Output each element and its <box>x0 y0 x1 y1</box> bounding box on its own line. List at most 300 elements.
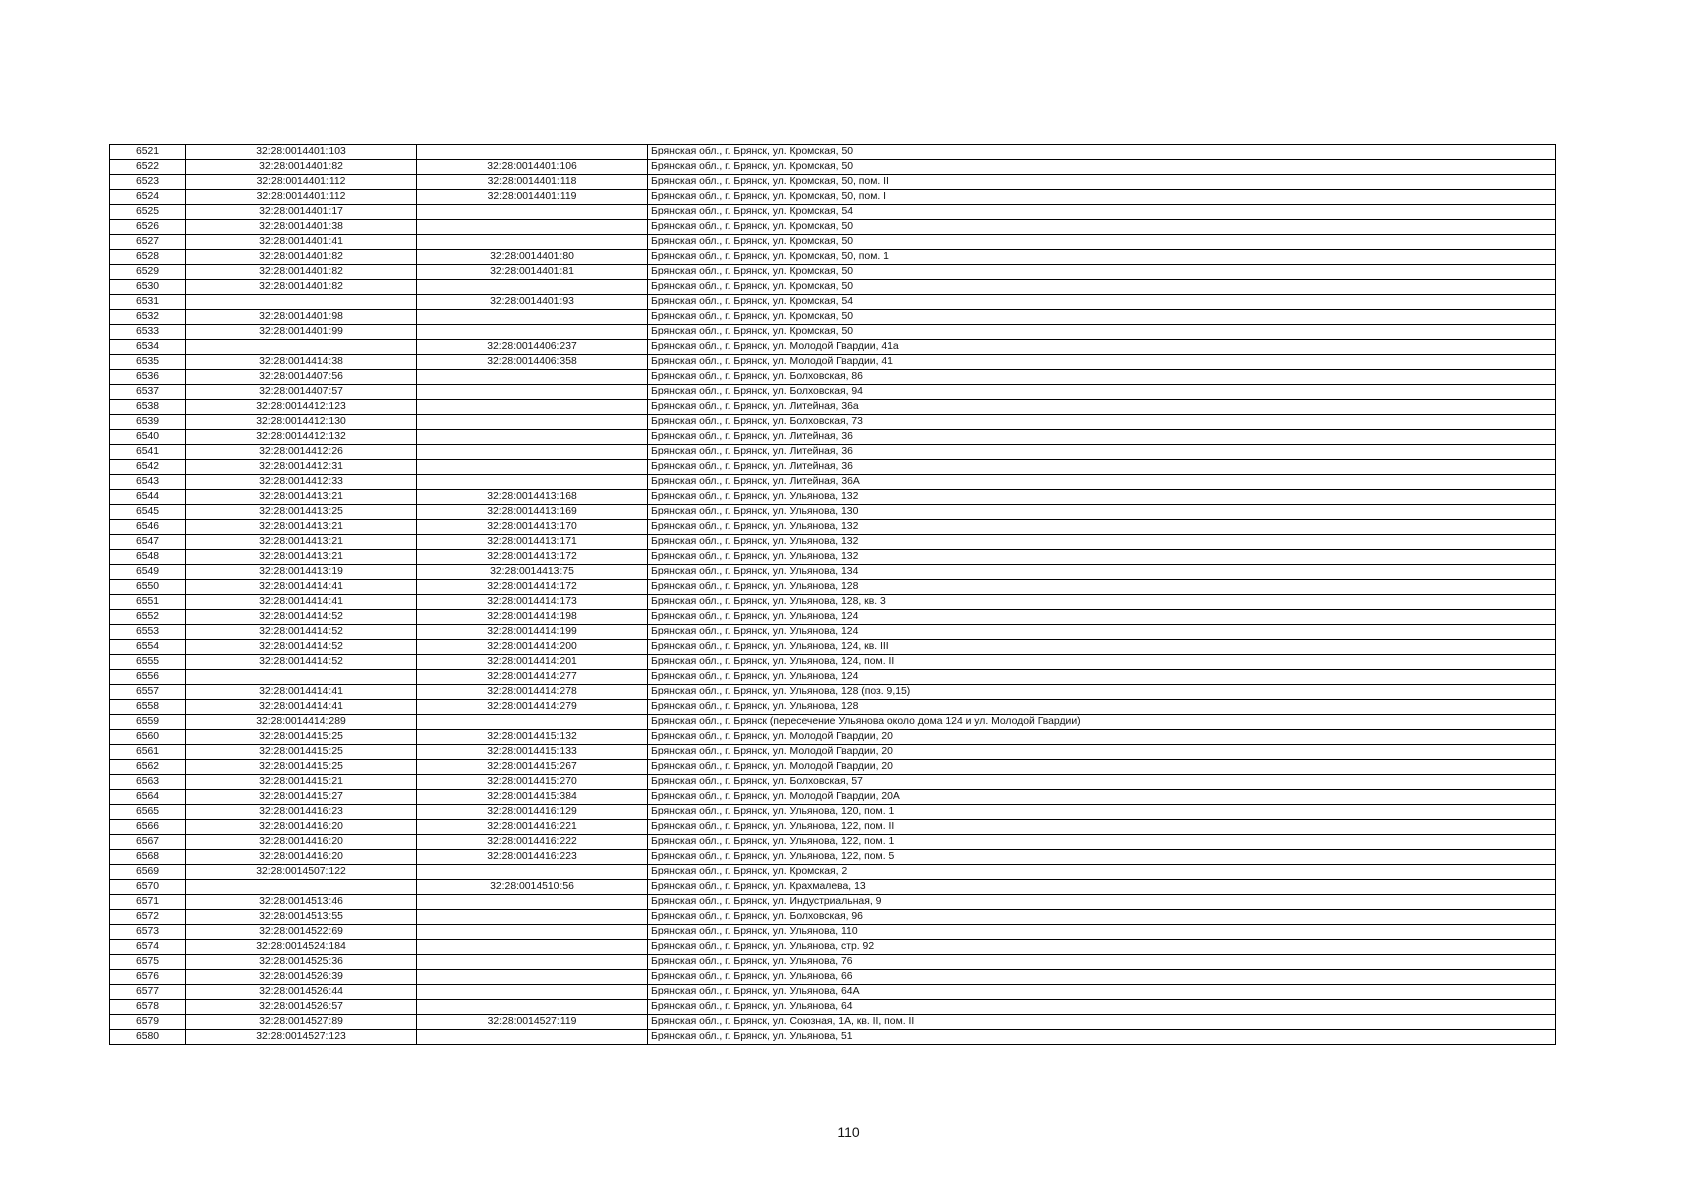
address-cell: Брянская обл., г. Брянск, ул. Молодой Гвардии, 20 <box>648 760 1556 775</box>
address-cell: Брянская обл., г. Брянск, ул. Ульянова, 132 <box>648 520 1556 535</box>
related-cadastral-number-cell <box>417 310 648 325</box>
cadastral-number-cell: 32:28:0014526:44 <box>186 985 417 1000</box>
table-row <box>110 865 1556 880</box>
row-number-cell: 6569 <box>110 865 186 880</box>
address-cell: Брянская обл., г. Брянск, ул. Ульянова, 128 <box>648 580 1556 595</box>
address-cell: Брянская обл., г. Брянск, ул. Ульянова, 120, пом. 1 <box>648 805 1556 820</box>
address-cell: Брянская обл., г. Брянск, ул. Кромская, 50 <box>648 265 1556 280</box>
table-row <box>110 280 1556 295</box>
related-cadastral-number-cell: 32:28:0014415:270 <box>417 775 648 790</box>
address-cell: Брянская обл., г. Брянск, ул. Ульянова, 132 <box>648 550 1556 565</box>
related-cadastral-number-cell: 32:28:0014416:129 <box>417 805 648 820</box>
address-cell: Брянская обл., г. Брянск, ул. Ульянова, 130 <box>648 505 1556 520</box>
cadastral-number-cell: 32:28:0014414:289 <box>186 715 417 730</box>
address-cell: Брянская обл., г. Брянск, ул. Ульянова, 128 (поз. 9,15) <box>648 685 1556 700</box>
cadastral-number-cell: 32:28:0014527:123 <box>186 1030 417 1045</box>
cadastral-number-cell: 32:28:0014526:57 <box>186 1000 417 1015</box>
table-row <box>110 745 1556 760</box>
address-cell: Брянская обл., г. Брянск, ул. Литейная, 36а <box>648 400 1556 415</box>
related-cadastral-number-cell <box>417 325 648 340</box>
related-cadastral-number-cell <box>417 895 648 910</box>
address-cell: Брянская обл., г. Брянск, ул. Ульянова, 51 <box>648 1030 1556 1045</box>
cadastral-number-cell: 32:28:0014414:41 <box>186 580 417 595</box>
related-cadastral-number-cell: 32:28:0014416:221 <box>417 820 648 835</box>
cadastral-number-cell: 32:28:0014401:82 <box>186 250 417 265</box>
row-number-cell: 6550 <box>110 580 186 595</box>
address-cell: Брянская обл., г. Брянск, ул. Ульянова, 64 <box>648 1000 1556 1015</box>
table-row <box>110 955 1556 970</box>
row-number-cell: 6536 <box>110 370 186 385</box>
related-cadastral-number-cell <box>417 370 648 385</box>
cadastral-number-cell: 32:28:0014407:57 <box>186 385 417 400</box>
related-cadastral-number-cell <box>417 415 648 430</box>
row-number-cell: 6568 <box>110 850 186 865</box>
row-number-cell: 6571 <box>110 895 186 910</box>
related-cadastral-number-cell: 32:28:0014414:199 <box>417 625 648 640</box>
related-cadastral-number-cell <box>417 985 648 1000</box>
address-cell: Брянская обл., г. Брянск, ул. Индустриальная, 9 <box>648 895 1556 910</box>
address-cell: Брянская обл., г. Брянск, ул. Кромская, 50 <box>648 280 1556 295</box>
address-cell: Брянская обл., г. Брянск, ул. Ульянова, 132 <box>648 535 1556 550</box>
table-row <box>110 400 1556 415</box>
cadastral-number-cell: 32:28:0014401:38 <box>186 220 417 235</box>
cadastral-number-cell: 32:28:0014413:25 <box>186 505 417 520</box>
cadastral-number-cell: 32:28:0014415:25 <box>186 745 417 760</box>
cadastral-number-cell: 32:28:0014415:21 <box>186 775 417 790</box>
table-row <box>110 850 1556 865</box>
related-cadastral-number-cell: 32:28:0014414:277 <box>417 670 648 685</box>
related-cadastral-number-cell <box>417 865 648 880</box>
address-cell: Брянская обл., г. Брянск, ул. Крахмалева, 13 <box>648 880 1556 895</box>
page-number: 110 <box>837 1124 860 1140</box>
row-number-cell: 6542 <box>110 460 186 475</box>
cadastral-number-cell: 32:28:0014412:130 <box>186 415 417 430</box>
row-number-cell: 6580 <box>110 1030 186 1045</box>
related-cadastral-number-cell: 32:28:0014413:170 <box>417 520 648 535</box>
table-row <box>110 790 1556 805</box>
table-row <box>110 235 1556 250</box>
related-cadastral-number-cell <box>417 475 648 490</box>
related-cadastral-number-cell: 32:28:0014401:80 <box>417 250 648 265</box>
table-row <box>110 1015 1556 1030</box>
table-row <box>110 385 1556 400</box>
cadastral-number-cell <box>186 880 417 895</box>
address-cell: Брянская обл., г. Брянск, ул. Кромская, 54 <box>648 205 1556 220</box>
row-number-cell: 6552 <box>110 610 186 625</box>
related-cadastral-number-cell: 32:28:0014401:119 <box>417 190 648 205</box>
table-row <box>110 700 1556 715</box>
registry-table-body <box>110 145 1556 1045</box>
table-row <box>110 355 1556 370</box>
cadastral-number-cell: 32:28:0014513:55 <box>186 910 417 925</box>
table-row <box>110 265 1556 280</box>
cadastral-number-cell: 32:28:0014401:17 <box>186 205 417 220</box>
cadastral-number-cell: 32:28:0014413:21 <box>186 520 417 535</box>
cadastral-number-cell: 32:28:0014524:184 <box>186 940 417 955</box>
row-number-cell: 6560 <box>110 730 186 745</box>
cadastral-number-cell: 32:28:0014526:39 <box>186 970 417 985</box>
table-row <box>110 940 1556 955</box>
table-row <box>110 805 1556 820</box>
table-row <box>110 520 1556 535</box>
address-cell: Брянская обл., г. Брянск, ул. Ульянова, 110 <box>648 925 1556 940</box>
table-row <box>110 460 1556 475</box>
address-cell: Брянская обл., г. Брянск, ул. Болховская, 86 <box>648 370 1556 385</box>
row-number-cell: 6573 <box>110 925 186 940</box>
row-number-cell: 6564 <box>110 790 186 805</box>
row-number-cell: 6546 <box>110 520 186 535</box>
address-cell: Брянская обл., г. Брянск, ул. Ульянова, 132 <box>648 490 1556 505</box>
registry-table <box>109 144 1556 1045</box>
cadastral-number-cell: 32:28:0014412:33 <box>186 475 417 490</box>
related-cadastral-number-cell <box>417 925 648 940</box>
row-number-cell: 6561 <box>110 745 186 760</box>
related-cadastral-number-cell <box>417 460 648 475</box>
row-number-cell: 6557 <box>110 685 186 700</box>
cadastral-number-cell: 32:28:0014527:89 <box>186 1015 417 1030</box>
related-cadastral-number-cell <box>417 145 648 160</box>
table-row <box>110 895 1556 910</box>
row-number-cell: 6556 <box>110 670 186 685</box>
cadastral-number-cell: 32:28:0014401:82 <box>186 265 417 280</box>
cadastral-number-cell: 32:28:0014416:20 <box>186 850 417 865</box>
cadastral-number-cell: 32:28:0014413:21 <box>186 550 417 565</box>
table-row <box>110 370 1556 385</box>
address-cell: Брянская обл., г. Брянск, ул. Молодой Гвардии, 20 <box>648 730 1556 745</box>
cadastral-number-cell: 32:28:0014507:122 <box>186 865 417 880</box>
related-cadastral-number-cell <box>417 280 648 295</box>
table-row <box>110 685 1556 700</box>
address-cell: Брянская обл., г. Брянск, ул. Ульянова, 76 <box>648 955 1556 970</box>
cadastral-number-cell: 32:28:0014401:103 <box>186 145 417 160</box>
related-cadastral-number-cell <box>417 970 648 985</box>
related-cadastral-number-cell <box>417 955 648 970</box>
table-row <box>110 730 1556 745</box>
cadastral-number-cell: 32:28:0014525:36 <box>186 955 417 970</box>
row-number-cell: 6577 <box>110 985 186 1000</box>
table-row <box>110 760 1556 775</box>
table-row <box>110 835 1556 850</box>
related-cadastral-number-cell: 32:28:0014415:267 <box>417 760 648 775</box>
related-cadastral-number-cell: 32:28:0014414:200 <box>417 640 648 655</box>
table-row <box>110 325 1556 340</box>
related-cadastral-number-cell: 32:28:0014413:172 <box>417 550 648 565</box>
address-cell: Брянская обл., г. Брянск, ул. Кромская, 54 <box>648 295 1556 310</box>
row-number-cell: 6533 <box>110 325 186 340</box>
address-cell: Брянская обл., г. Брянск, ул. Ульянова, 64А <box>648 985 1556 1000</box>
table-row <box>110 775 1556 790</box>
table-row <box>110 820 1556 835</box>
cadastral-number-cell: 32:28:0014414:52 <box>186 610 417 625</box>
related-cadastral-number-cell <box>417 1000 648 1015</box>
address-cell: Брянская обл., г. Брянск, ул. Литейная, 36 <box>648 460 1556 475</box>
row-number-cell: 6544 <box>110 490 186 505</box>
related-cadastral-number-cell <box>417 445 648 460</box>
table-row <box>110 610 1556 625</box>
table-row <box>110 670 1556 685</box>
row-number-cell: 6574 <box>110 940 186 955</box>
related-cadastral-number-cell: 32:28:0014414:201 <box>417 655 648 670</box>
table-row <box>110 430 1556 445</box>
cadastral-number-cell: 32:28:0014414:52 <box>186 625 417 640</box>
address-cell: Брянская обл., г. Брянск, ул. Кромская, 50, пом. II <box>648 175 1556 190</box>
row-number-cell: 6549 <box>110 565 186 580</box>
row-number-cell: 6521 <box>110 145 186 160</box>
table-row <box>110 295 1556 310</box>
table-row <box>110 1030 1556 1045</box>
table-row <box>110 160 1556 175</box>
table-row <box>110 595 1556 610</box>
table-row <box>110 985 1556 1000</box>
row-number-cell: 6538 <box>110 400 186 415</box>
cadastral-number-cell: 32:28:0014401:82 <box>186 160 417 175</box>
row-number-cell: 6548 <box>110 550 186 565</box>
row-number-cell: 6567 <box>110 835 186 850</box>
address-cell: Брянская обл., г. Брянск, ул. Кромская, 50, пом. I <box>648 190 1556 205</box>
address-cell: Брянская обл., г. Брянск, ул. Союзная, 1А, кв. II, пом. II <box>648 1015 1556 1030</box>
row-number-cell: 6558 <box>110 700 186 715</box>
related-cadastral-number-cell: 32:28:0014414:278 <box>417 685 648 700</box>
cadastral-number-cell: 32:28:0014513:46 <box>186 895 417 910</box>
address-cell: Брянская обл., г. Брянск, ул. Молодой Гвардии, 20А <box>648 790 1556 805</box>
row-number-cell: 6559 <box>110 715 186 730</box>
cadastral-number-cell <box>186 340 417 355</box>
row-number-cell: 6563 <box>110 775 186 790</box>
table-row <box>110 565 1556 580</box>
related-cadastral-number-cell: 32:28:0014416:223 <box>417 850 648 865</box>
related-cadastral-number-cell: 32:28:0014414:173 <box>417 595 648 610</box>
cadastral-number-cell: 32:28:0014416:20 <box>186 820 417 835</box>
table-row <box>110 145 1556 160</box>
address-cell: Брянская обл., г. Брянск, ул. Литейная, 36 <box>648 445 1556 460</box>
table-row <box>110 1000 1556 1015</box>
address-cell: Брянская обл., г. Брянск, ул. Молодой Гвардии, 41а <box>648 340 1556 355</box>
address-cell: Брянская обл., г. Брянск, ул. Ульянова, 128 <box>648 700 1556 715</box>
related-cadastral-number-cell: 32:28:0014413:171 <box>417 535 648 550</box>
row-number-cell: 6523 <box>110 175 186 190</box>
address-cell: Брянская обл., г. Брянск, ул. Ульянова, 66 <box>648 970 1556 985</box>
row-number-cell: 6527 <box>110 235 186 250</box>
row-number-cell: 6540 <box>110 430 186 445</box>
row-number-cell: 6551 <box>110 595 186 610</box>
address-cell: Брянская обл., г. Брянск, ул. Ульянова, 124 <box>648 670 1556 685</box>
related-cadastral-number-cell <box>417 430 648 445</box>
table-row <box>110 655 1556 670</box>
related-cadastral-number-cell: 32:28:0014415:132 <box>417 730 648 745</box>
table-row <box>110 415 1556 430</box>
table-row <box>110 535 1556 550</box>
related-cadastral-number-cell: 32:28:0014415:133 <box>417 745 648 760</box>
row-number-cell: 6570 <box>110 880 186 895</box>
table-row <box>110 580 1556 595</box>
row-number-cell: 6579 <box>110 1015 186 1030</box>
table-row <box>110 340 1556 355</box>
row-number-cell: 6522 <box>110 160 186 175</box>
row-number-cell: 6566 <box>110 820 186 835</box>
cadastral-number-cell: 32:28:0014413:21 <box>186 490 417 505</box>
table-row <box>110 970 1556 985</box>
address-cell: Брянская обл., г. Брянск, ул. Кромская, 50, пом. 1 <box>648 250 1556 265</box>
cadastral-number-cell: 32:28:0014412:26 <box>186 445 417 460</box>
address-cell: Брянская обл., г. Брянск, ул. Ульянова, 128, кв. 3 <box>648 595 1556 610</box>
address-cell: Брянская обл., г. Брянск, ул. Ульянова, 122, пом. II <box>648 820 1556 835</box>
cadastral-number-cell: 32:28:0014414:38 <box>186 355 417 370</box>
row-number-cell: 6541 <box>110 445 186 460</box>
cadastral-number-cell: 32:28:0014414:41 <box>186 685 417 700</box>
table-row <box>110 715 1556 730</box>
cadastral-number-cell: 32:28:0014401:82 <box>186 280 417 295</box>
cadastral-number-cell: 32:28:0014412:132 <box>186 430 417 445</box>
table-row <box>110 550 1556 565</box>
cadastral-number-cell: 32:28:0014416:20 <box>186 835 417 850</box>
address-cell: Брянская обл., г. Брянск, ул. Ульянова, 124 <box>648 625 1556 640</box>
cadastral-number-cell: 32:28:0014414:41 <box>186 595 417 610</box>
related-cadastral-number-cell <box>417 205 648 220</box>
row-number-cell: 6554 <box>110 640 186 655</box>
cadastral-number-cell: 32:28:0014412:123 <box>186 400 417 415</box>
row-number-cell: 6575 <box>110 955 186 970</box>
cadastral-number-cell: 32:28:0014414:41 <box>186 700 417 715</box>
cadastral-number-cell: 32:28:0014401:98 <box>186 310 417 325</box>
cadastral-number-cell: 32:28:0014401:112 <box>186 175 417 190</box>
related-cadastral-number-cell: 32:28:0014406:237 <box>417 340 648 355</box>
row-number-cell: 6578 <box>110 1000 186 1015</box>
row-number-cell: 6534 <box>110 340 186 355</box>
related-cadastral-number-cell: 32:28:0014401:93 <box>417 295 648 310</box>
related-cadastral-number-cell: 32:28:0014510:56 <box>417 880 648 895</box>
related-cadastral-number-cell: 32:28:0014414:172 <box>417 580 648 595</box>
table-row <box>110 490 1556 505</box>
row-number-cell: 6565 <box>110 805 186 820</box>
row-number-cell: 6524 <box>110 190 186 205</box>
table-row <box>110 205 1556 220</box>
address-cell: Брянская обл., г. Брянск, ул. Молодой Гвардии, 41 <box>648 355 1556 370</box>
cadastral-number-cell: 32:28:0014413:19 <box>186 565 417 580</box>
cadastral-number-cell: 32:28:0014415:25 <box>186 730 417 745</box>
address-cell: Брянская обл., г. Брянск, ул. Ульянова, 122, пом. 1 <box>648 835 1556 850</box>
row-number-cell: 6562 <box>110 760 186 775</box>
row-number-cell: 6530 <box>110 280 186 295</box>
related-cadastral-number-cell: 32:28:0014415:384 <box>417 790 648 805</box>
row-number-cell: 6529 <box>110 265 186 280</box>
row-number-cell: 6547 <box>110 535 186 550</box>
table-row <box>110 880 1556 895</box>
cadastral-number-cell: 32:28:0014414:52 <box>186 655 417 670</box>
row-number-cell: 6572 <box>110 910 186 925</box>
table-row <box>110 505 1556 520</box>
row-number-cell: 6535 <box>110 355 186 370</box>
address-cell: Брянская обл., г. Брянск, ул. Кромская, 50 <box>648 235 1556 250</box>
address-cell: Брянская обл., г. Брянск, ул. Ульянова, 124, пом. II <box>648 655 1556 670</box>
address-cell: Брянская обл., г. Брянск, ул. Кромская, 50 <box>648 325 1556 340</box>
address-cell: Брянская обл., г. Брянск, ул. Кромская, 50 <box>648 310 1556 325</box>
row-number-cell: 6555 <box>110 655 186 670</box>
row-number-cell: 6543 <box>110 475 186 490</box>
cadastral-number-cell: 32:28:0014407:56 <box>186 370 417 385</box>
table-row <box>110 310 1556 325</box>
address-cell: Брянская обл., г. Брянск, ул. Молодой Гвардии, 20 <box>648 745 1556 760</box>
address-cell: Брянская обл., г. Брянск, ул. Ульянова, стр. 92 <box>648 940 1556 955</box>
related-cadastral-number-cell: 32:28:0014401:118 <box>417 175 648 190</box>
related-cadastral-number-cell <box>417 940 648 955</box>
related-cadastral-number-cell: 32:28:0014413:168 <box>417 490 648 505</box>
address-cell: Брянская обл., г. Брянск, ул. Литейная, 36А <box>648 475 1556 490</box>
related-cadastral-number-cell <box>417 235 648 250</box>
address-cell: Брянская обл., г. Брянск, ул. Кромская, 50 <box>648 145 1556 160</box>
related-cadastral-number-cell: 32:28:0014406:358 <box>417 355 648 370</box>
related-cadastral-number-cell: 32:28:0014414:279 <box>417 700 648 715</box>
address-cell: Брянская обл., г. Брянск, ул. Болховская, 73 <box>648 415 1556 430</box>
row-number-cell: 6553 <box>110 625 186 640</box>
address-cell: Брянская обл., г. Брянск, ул. Кромская, 2 <box>648 865 1556 880</box>
cadastral-number-cell: 32:28:0014401:99 <box>186 325 417 340</box>
related-cadastral-number-cell <box>417 400 648 415</box>
cadastral-number-cell: 32:28:0014416:23 <box>186 805 417 820</box>
cadastral-number-cell <box>186 670 417 685</box>
address-cell: Брянская обл., г. Брянск, ул. Болховская, 94 <box>648 385 1556 400</box>
related-cadastral-number-cell: 32:28:0014401:81 <box>417 265 648 280</box>
related-cadastral-number-cell: 32:28:0014413:169 <box>417 505 648 520</box>
table-row <box>110 475 1556 490</box>
row-number-cell: 6537 <box>110 385 186 400</box>
row-number-cell: 6526 <box>110 220 186 235</box>
related-cadastral-number-cell <box>417 715 648 730</box>
address-cell: Брянская обл., г. Брянск, ул. Ульянова, 124, кв. III <box>648 640 1556 655</box>
table-row <box>110 625 1556 640</box>
related-cadastral-number-cell: 32:28:0014414:198 <box>417 610 648 625</box>
cadastral-number-cell: 32:28:0014414:52 <box>186 640 417 655</box>
table-row <box>110 190 1556 205</box>
cadastral-number-cell: 32:28:0014415:25 <box>186 760 417 775</box>
row-number-cell: 6532 <box>110 310 186 325</box>
table-row <box>110 910 1556 925</box>
cadastral-number-cell <box>186 295 417 310</box>
related-cadastral-number-cell: 32:28:0014527:119 <box>417 1015 648 1030</box>
table-row <box>110 250 1556 265</box>
cadastral-number-cell: 32:28:0014415:27 <box>186 790 417 805</box>
row-number-cell: 6528 <box>110 250 186 265</box>
related-cadastral-number-cell <box>417 385 648 400</box>
cadastral-number-cell: 32:28:0014401:41 <box>186 235 417 250</box>
related-cadastral-number-cell: 32:28:0014413:75 <box>417 565 648 580</box>
row-number-cell: 6545 <box>110 505 186 520</box>
related-cadastral-number-cell <box>417 220 648 235</box>
cadastral-number-cell: 32:28:0014522:69 <box>186 925 417 940</box>
related-cadastral-number-cell: 32:28:0014416:222 <box>417 835 648 850</box>
cadastral-number-cell: 32:28:0014401:112 <box>186 190 417 205</box>
related-cadastral-number-cell <box>417 910 648 925</box>
address-cell: Брянская обл., г. Брянск, ул. Кромская, 50 <box>648 220 1556 235</box>
table-row <box>110 925 1556 940</box>
address-cell: Брянская обл., г. Брянск, ул. Ульянова, 124 <box>648 610 1556 625</box>
row-number-cell: 6576 <box>110 970 186 985</box>
table-row <box>110 220 1556 235</box>
row-number-cell: 6531 <box>110 295 186 310</box>
address-cell: Брянская обл., г. Брянск, ул. Литейная, 36 <box>648 430 1556 445</box>
table-row <box>110 640 1556 655</box>
address-cell: Брянская обл., г. Брянск, ул. Кромская, 50 <box>648 160 1556 175</box>
address-cell: Брянская обл., г. Брянск, ул. Ульянова, 134 <box>648 565 1556 580</box>
related-cadastral-number-cell <box>417 1030 648 1045</box>
cadastral-number-cell: 32:28:0014413:21 <box>186 535 417 550</box>
table-row <box>110 175 1556 190</box>
cadastral-number-cell: 32:28:0014412:31 <box>186 460 417 475</box>
row-number-cell: 6525 <box>110 205 186 220</box>
row-number-cell: 6539 <box>110 415 186 430</box>
table-row <box>110 445 1556 460</box>
address-cell: Брянская обл., г. Брянск, ул. Болховская, 96 <box>648 910 1556 925</box>
address-cell: Брянская обл., г. Брянск (пересечение Ульянова около дома 124 и ул. Молодой Гвардии) <box>648 715 1556 730</box>
